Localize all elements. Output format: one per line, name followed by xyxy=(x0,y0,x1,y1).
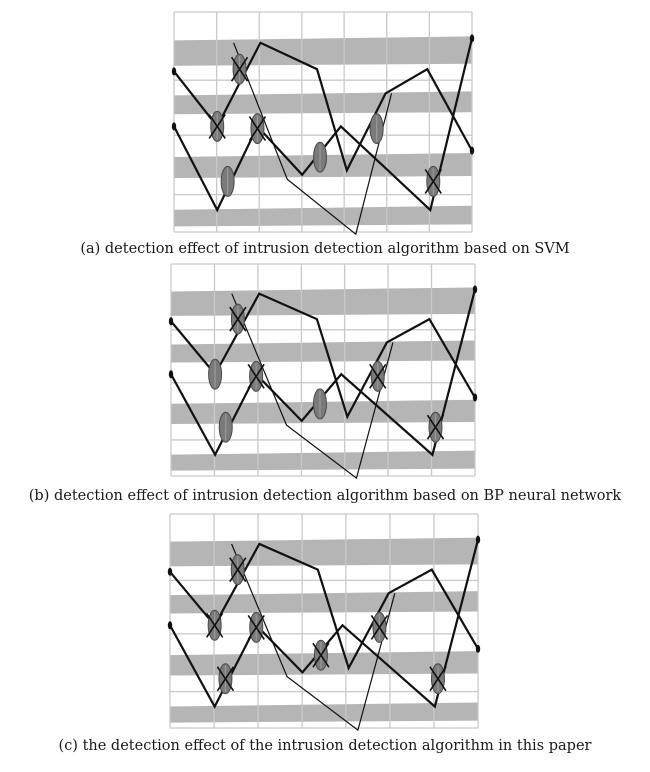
line-endpoint-2 xyxy=(172,122,176,130)
line-endpoint-3 xyxy=(470,34,474,42)
marker-5 xyxy=(313,389,326,419)
line-endpoint-2 xyxy=(169,370,173,378)
panel-b xyxy=(0,254,650,516)
panel-a xyxy=(0,0,650,262)
marker-6 xyxy=(371,612,387,642)
marker-3 xyxy=(221,166,234,196)
line-endpoint-3 xyxy=(473,285,477,293)
band-2 xyxy=(174,91,472,114)
marker-2 xyxy=(209,359,222,389)
panel-b-caption: (b) detection effect of intrusion detection algorithm based on BP neural network xyxy=(28,488,622,504)
marker-6 xyxy=(370,114,383,144)
marker-6 xyxy=(370,361,386,391)
panel-b-diagram xyxy=(0,254,650,494)
band-2 xyxy=(170,591,478,613)
line-endpoint-3 xyxy=(476,536,480,544)
line-endpoint-1 xyxy=(169,317,173,325)
panel-a-diagram xyxy=(0,0,650,240)
band-1 xyxy=(170,538,478,567)
marker-5 xyxy=(314,142,327,172)
line-endpoint-1 xyxy=(168,568,172,576)
panel-c-diagram xyxy=(0,506,650,746)
band-1 xyxy=(174,36,472,65)
line-endpoint-1 xyxy=(172,67,176,75)
line-endpoint-2 xyxy=(168,621,172,629)
line-endpoint-4 xyxy=(476,645,480,653)
line-endpoint-4 xyxy=(473,394,477,402)
band-1 xyxy=(171,287,475,315)
line-endpoint-4 xyxy=(470,147,474,155)
panel-a-caption: (a) detection effect of intrusion detection algorithm based on SVM xyxy=(80,241,570,257)
panel-c xyxy=(0,506,650,772)
panel-c-caption: (c) the detection effect of the intrusion detection algorithm in this paper xyxy=(58,738,592,754)
marker-3 xyxy=(219,412,232,442)
